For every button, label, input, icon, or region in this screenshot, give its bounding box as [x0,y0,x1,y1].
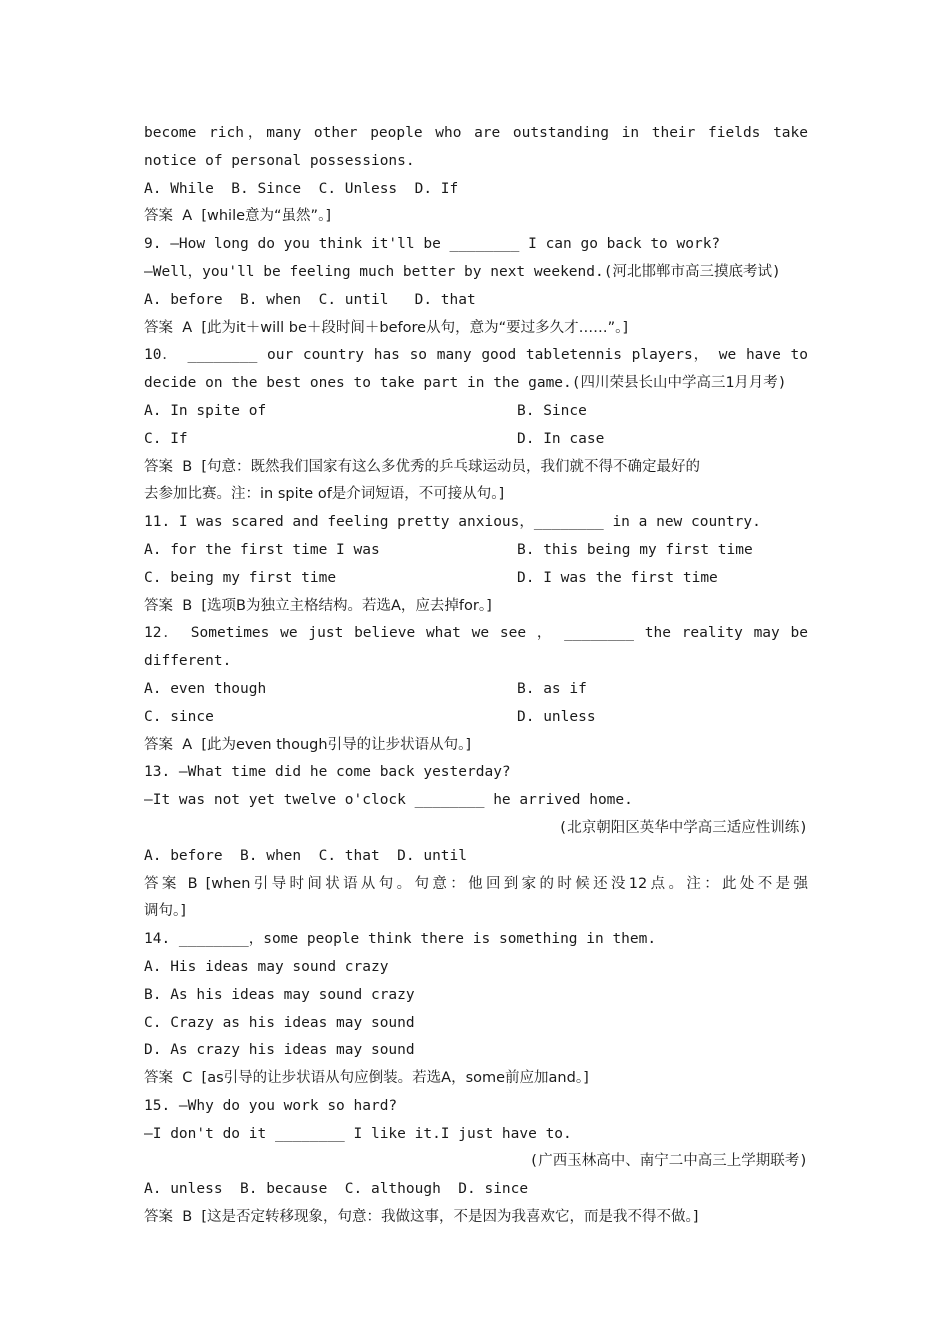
option-a: A. In spite of [144,402,267,419]
question-15-answer: 答案 B [这是否定转移现象，句意：我做这事，不是因为我喜欢它，而是我不得不做。] [144,1209,699,1226]
question-15-source: (广西玉林高中、南宁二中高三上学期联考) [529,1153,808,1170]
question-12-answer: 答案 A [此为even though引导的让步状语从句。] [144,736,471,753]
document-page [144,120,808,1232]
question-8-stem-line-1: become rich，many other people who are outstanding in their fields take [144,125,808,141]
question-10-stem-line-2: decide on the best ones to take part in the game.(四川荣县长山中学高三1月月考) [144,375,787,392]
option-b: B. as if [517,680,587,697]
question-10-options-row-1 [144,398,808,426]
question-12-options-row-2 [144,704,808,732]
question-14-option-a: A. His ideas may sound crazy [144,958,389,975]
option-c: C. since [144,708,214,725]
question-15-options: A. unless B. because C. although D. since [144,1181,529,1198]
option-c: C. If [144,430,188,447]
question-14-option-c: C. Crazy as his ideas may sound [144,1014,415,1031]
question-11-stem: 11. I was scared and feeling pretty anxious，________ in a new country. [144,514,761,531]
question-14-answer: 答案 C [as引导的让步状语从句应倒装。若选A，some前应加and。] [144,1070,589,1087]
question-13-options: A. before B. when C. that D. until [144,847,468,864]
question-10-options-row-2 [144,426,808,454]
question-15-reply: —I don't do it ________ I like it.I just have to. [144,1125,572,1142]
question-13-answer-line-1: 答案 B [when引导时间状语从句。句意：他回到家的时候还没12点。注：此处不是强 [144,875,808,892]
question-13-answer-line-2: 调句。] [144,903,186,920]
question-11-options-row-2 [144,565,808,593]
question-14-option-d: D. As crazy his ideas may sound [144,1042,415,1059]
question-14-option-b: B. As his ideas may sound crazy [144,986,415,1003]
question-9-answer: 答案 A [此为it＋will be＋段时间＋before从句，意为“要过多久才……”。] [144,319,628,336]
question-8-stem-line-2: notice of personal possessions. [144,152,415,169]
question-13-source: (北京朝阳区英华中学高三适应性训练) [558,819,808,836]
question-10-answer-line-1: 答案 B [句意：既然我们国家有这么多优秀的乒乓球运动员，我们就不得不确定最好的 [144,458,701,475]
question-8-answer: 答案 A [while意为“虽然”。] [144,208,331,225]
question-11-options-row-1 [144,537,808,565]
question-9-stem: 9. —How long do you think it'll be ________ I can go back to work? [144,236,721,253]
question-13-stem: 13. —What time did he come back yesterday? [144,764,511,781]
option-a: A. for the first time I was [144,541,380,558]
question-8-options: A. While B. Since C. Unless D. If [144,180,459,197]
question-15-stem: 15. —Why do you work so hard? [144,1097,398,1114]
question-10-stem-line-1: 10． ________ our country has so many good tabletennis players， we have to [144,347,808,364]
question-9-reply: —Well，you'll be feeling much better by next weekend.(河北邯郸市高三摸底考试) [144,263,781,280]
option-b: B. Since [517,402,587,419]
question-11-answer: 答案 B [选项B为独立主格结构。若选A，应去掉for。] [144,597,492,614]
question-14-stem: 14. ________，some people think there is something in them. [144,931,657,948]
option-c: C. being my first time [144,569,337,586]
question-10-answer-line-2: 去参加比赛。注：in spite of是介词短语，不可接从句。] [144,486,505,503]
option-d: D. unless [517,708,596,725]
question-12-stem-line-2: different. [144,653,232,670]
question-13-reply: —It was not yet twelve o'clock ________ he arrived home. [144,792,633,809]
option-d: D. I was the first time [517,569,718,586]
question-12-stem-line-1: 12． Sometimes we just believe what we see ， ________ the reality may be [144,625,808,642]
option-a: A. even though [144,680,267,697]
question-9-options: A. before B. when C. until D. that [144,291,476,308]
option-d: D. In case [517,430,605,447]
option-b: B. this being my first time [517,541,753,558]
question-12-options-row-1 [144,676,808,704]
